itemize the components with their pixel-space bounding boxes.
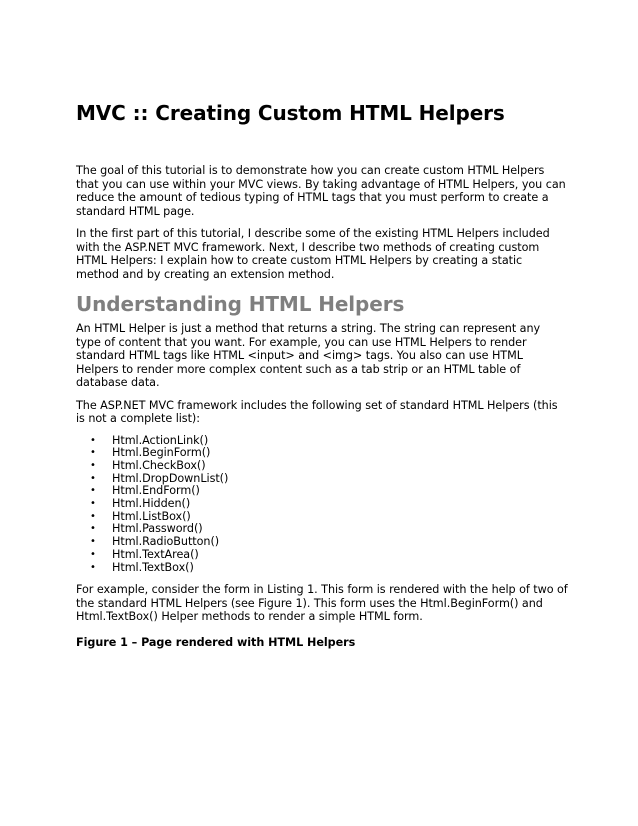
bullet-icon: •	[90, 459, 96, 471]
bullet-icon: •	[90, 536, 96, 548]
bullet-icon: •	[90, 472, 96, 484]
intro-paragraph-2: In the first part of this tutorial, I describe some of the existing HTML Helpers included with the ASP.NET MVC framework. Next, I describe two methods of creating custom HTML Helpers: I explain how to create custom HTML Helpers by creating a static method and by creating an extension method.	[76, 227, 550, 281]
list-item	[90, 562, 568, 575]
section-paragraph-1: An HTML Helper is just a method that returns a string. The string can represent any type of content that you want. For example, you can use HTML Helpers to render standard HTML tags like HTML <input> and <img> tags. You also can use HTML Helpers to render more complex content such as a tab strip or an HTML table of database data.	[76, 322, 541, 389]
document-title: MVC :: Creating Custom HTML Helpers	[76, 101, 505, 125]
helper-name: Html.TextArea()	[112, 547, 199, 561]
document-page	[76, 100, 568, 649]
closing-paragraph: For example, consider the form in Listing 1. This form is rendered with the help of two of the standard HTML Helpers (see Figure 1). This form uses the Html.BeginForm() and Html.TextBox() Helper methods to render a simple HTML form.	[76, 583, 568, 624]
helper-name: Html.ActionLink()	[112, 433, 209, 447]
bullet-icon: •	[90, 561, 96, 573]
section-paragraph-2: The ASP.NET MVC framework includes the following set of standard HTML Helpers (this is not a complete list):	[76, 398, 558, 425]
bullet-icon: •	[90, 485, 96, 497]
figure-caption: Figure 1 – Page rendered with HTML Helpers	[76, 635, 356, 649]
bullet-icon: •	[90, 447, 96, 459]
bullet-icon: •	[90, 510, 96, 522]
helper-name: Html.EndForm()	[112, 484, 200, 498]
helper-name: Html.Password()	[112, 522, 203, 536]
helper-name: Html.Hidden()	[112, 497, 191, 511]
bullet-icon: •	[90, 548, 96, 560]
bullet-icon: •	[90, 523, 96, 535]
helper-name: Html.ListBox()	[112, 509, 191, 523]
helper-name: Html.BeginForm()	[112, 446, 211, 460]
helper-name: Html.TextBox()	[112, 560, 194, 574]
section-heading: Understanding HTML Helpers	[76, 292, 405, 316]
helper-list	[76, 435, 568, 575]
helper-name: Html.CheckBox()	[112, 458, 206, 472]
helper-name: Html.RadioButton()	[112, 535, 220, 549]
intro-paragraph-1: The goal of this tutorial is to demonstrate how you can create custom HTML Helpers that you can use within your MVC views. By taking advantage of HTML Helpers, you can reduce the amount of tedious typing of HTML tags that you must perform to create a standard HTML page.	[76, 164, 566, 218]
bullet-icon: •	[90, 434, 96, 446]
bullet-icon: •	[90, 498, 96, 510]
helper-name: Html.DropDownList()	[112, 471, 229, 485]
